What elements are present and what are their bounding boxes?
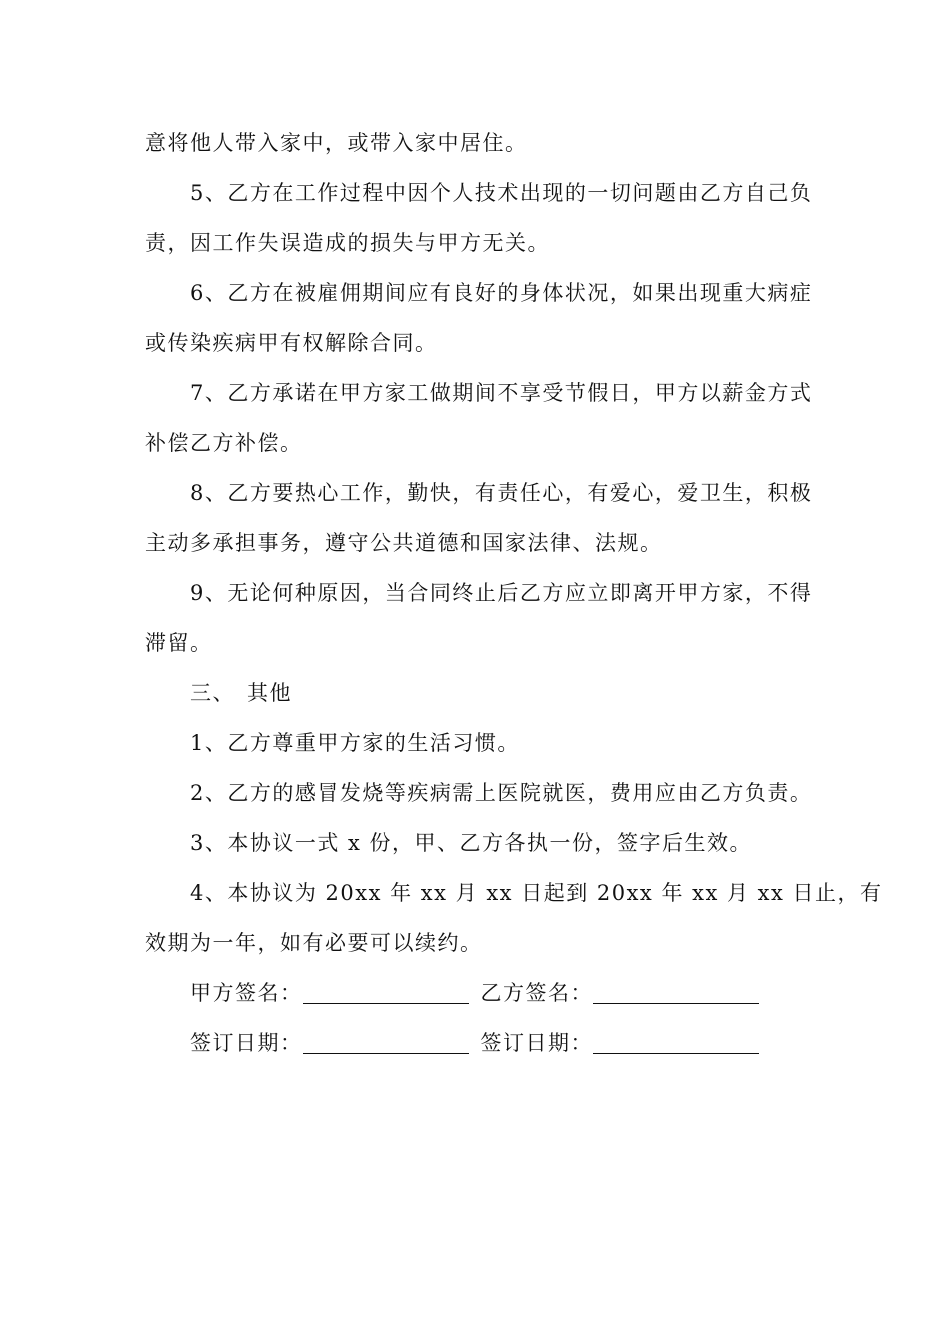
party-b-date-field[interactable] <box>593 1031 759 1054</box>
clause-8-line-1: 8、乙方要热心工作，勤快，有责任心，有爱心，爱卫生，积极 <box>190 481 813 505</box>
date-row <box>190 1028 759 1058</box>
other-clause-4-line-2: 效期为一年，如有必要可以续约。 <box>145 931 483 955</box>
clause-6-line-2: 或传染疾病甲有权解除合同。 <box>145 331 438 355</box>
clause-6-line-1: 6、乙方在被雇佣期间应有良好的身体状况，如果出现重大病症 <box>190 281 813 305</box>
party-b-signature-field[interactable] <box>593 981 759 1004</box>
other-clause-1: 1、乙方尊重甲方家的生活习惯。 <box>190 731 520 755</box>
signature-row <box>190 978 759 1008</box>
party-a-date-field[interactable] <box>303 1031 469 1054</box>
other-clause-2: 2、乙方的感冒发烧等疾病需上医院就医，费用应由乙方负责。 <box>190 781 813 805</box>
party-b-signature-label: 乙方签名： <box>480 981 593 1005</box>
clause-9-line-1: 9、无论何种原因，当合同终止后乙方应立即离开甲方家，不得 <box>190 581 813 605</box>
clause-8-line-2: 主动多承担事务，遵守公共道德和国家法律、法规。 <box>145 531 663 555</box>
other-clause-4-line-1: 4、本协议为 20xx 年 xx 月 xx 日起到 20xx 年 xx 月 xx 日止，有 <box>190 881 883 905</box>
party-a-signature-label: 甲方签名： <box>190 981 303 1005</box>
party-b-date-label: 签订日期： <box>480 1031 593 1055</box>
clause-7-line-2: 补偿乙方补偿。 <box>145 431 303 455</box>
section-heading-other: 三、 其他 <box>190 681 292 705</box>
party-a-signature-field[interactable] <box>303 981 469 1004</box>
other-clause-3: 3、本协议一式 x 份，甲、乙方各执一份，签字后生效。 <box>190 831 753 855</box>
paragraph-line: 意将他人带入家中，或带入家中居住。 <box>145 131 528 155</box>
party-a-date-label: 签订日期： <box>190 1031 303 1055</box>
clause-5-line-2: 责，因工作失误造成的损失与甲方无关。 <box>145 231 550 255</box>
clause-5-line-1: 5、乙方在工作过程中因个人技术出现的一切问题由乙方自己负 <box>190 181 813 205</box>
clause-7-line-1: 7、乙方承诺在甲方家工做期间不享受节假日，甲方以薪金方式 <box>190 381 813 405</box>
clause-9-line-2: 滞留。 <box>145 631 213 655</box>
